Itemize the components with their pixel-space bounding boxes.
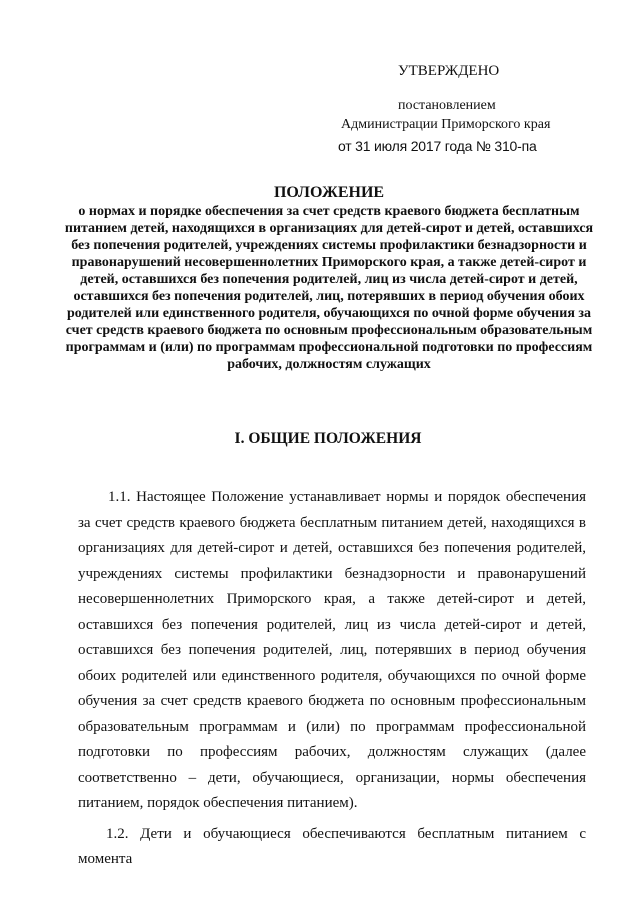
document-subtitle: о нормах и порядке обеспечения за счет средств краевого бюджета бесплатным питанием детей, находящихся в организациях для детей-сирот и детей, оставшихся без попечения родителей, учреждениях системы профилактики безнадзорности и правонарушений несовершеннолетних Приморского края, а также детей-сирот и детей, оставшихся без попечения родителей, лиц из числа детей-сирот и детей, оставшихся без попечения родителей, лиц, потерявших в период обучения обоих родителей или единственного родителя, обучающихся по очной форме обучения за счет средств краевого бюджета по основным профессиональным образовательным программам и (или) по программам профессиональной подготовки по профессиям рабочих, должностям служащих [64,204,594,372]
paragraph-1-1: 1.1. Настоящее Положение устанавливает нормы и порядок обеспечения за счет средств краевого бюджета бесплатным питанием детей, находящихся в организациях для детей-сирот и детей, оставшихся без попечения родителей, учреждениях системы профилактики безнадзорности и правонарушений несовершеннолетних Приморского края, а также детей-сирот и детей, оставшихся без попечения родителей, лиц из числа детей-сирот и детей, оставшихся без попечения родителей, лиц, потерявших в период обучения обоих родителей или единственного родителя, обучающихся по очной форме обучения за счет средств краевого бюджета по основным профессиональным образовательным программам и (или) по программам профессиональной подготовки по профессиям рабочих, должностям служащих (далее соответственно – дети, обучающиеся, организации, нормы обеспечения питанием, порядок обеспечения питанием). [78,489,586,811]
approval-line-resolution: постановлением [398,98,496,113]
document-body [78,485,586,873]
approval-title: УТВЕРЖДЕНО [398,63,500,79]
document-title: ПОЛОЖЕНИЕ [273,184,385,201]
approval-line-administration: Администрации Приморского края [341,117,551,132]
document-header [60,184,598,373]
paragraph-1-2: 1.2. Дети и обучающиеся обеспечиваются бесплатным питанием с момента [78,825,586,867]
section-heading: I. ОБЩИЕ ПОЛОЖЕНИЯ [234,430,422,447]
approval-date-number: от 31 июля 2017 года № 310-па [338,138,537,154]
